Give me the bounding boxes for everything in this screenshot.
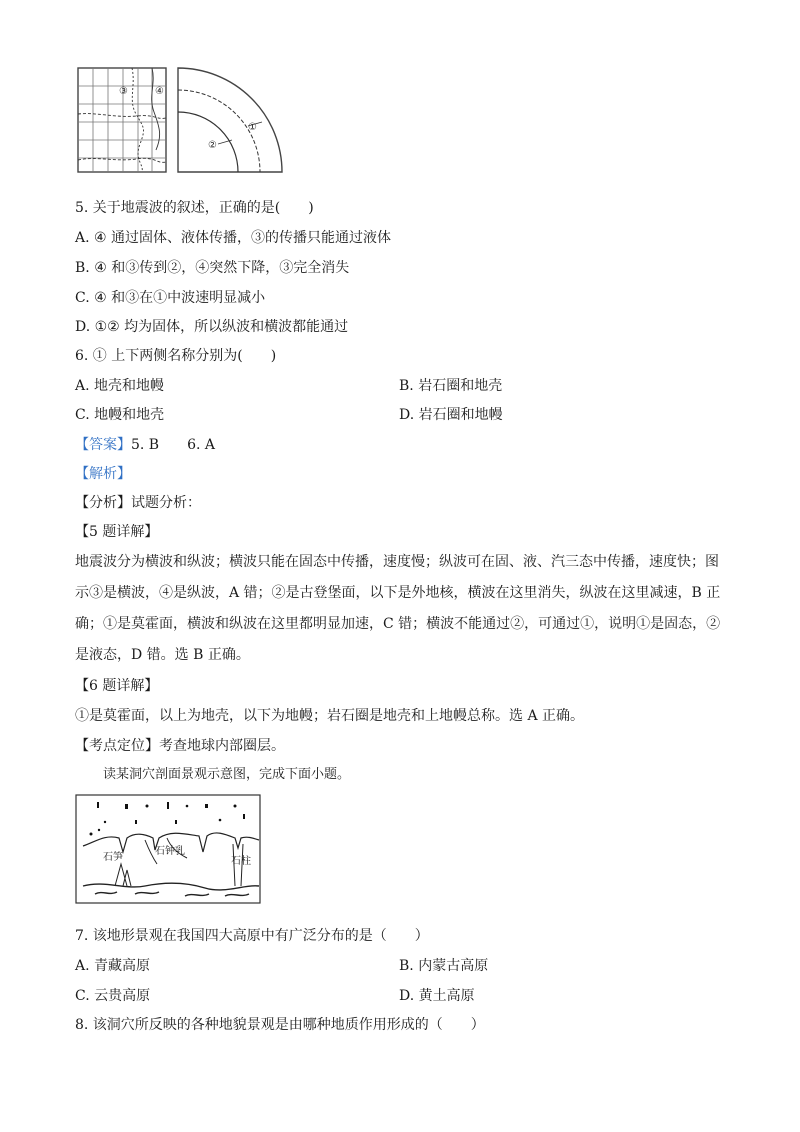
question-6-option-a: A. 地壳和地幔 [75,378,165,394]
detail-6-tag: 【6 题详解】 [75,678,159,694]
analysis-tag: 【解析】 [75,466,131,482]
seismic-wave-figure [76,66,286,176]
question-7-option-b: B. 内蒙古高原 [399,958,489,974]
question-7-stem: 7. 该地形景观在我国四大高原中有广泛分布的是（ ） [75,928,429,944]
stalagmite-label: 石笋 [103,852,123,863]
stone-pillar-label: 石柱 [231,856,251,867]
answer-line [75,435,215,455]
answer-text: 5. B 6. A [131,437,216,453]
question-5-option-b: B. ④ 和③传到②，④突然下降，③完全消失 [75,260,350,276]
kaodian-tag: 【考点定位】 [75,738,159,754]
question-5-stem: 5. 关于地震波的叙述，正确的是( ) [75,200,314,216]
answer-tag: 【答案】 [75,437,131,453]
kaodian-text: 考查地球内部圈层。 [159,738,285,754]
question-6-option-c: C. 地幔和地壳 [75,407,165,423]
detail-5-line-1: 地震波分为横波和纵波；横波只能在固态中传播，速度慢；纵波可在固、液、汽三态中传播，速度快；图 [75,554,719,570]
question-6-option-b: B. 岩石圈和地壳 [399,378,503,394]
detail-5-line-3: 确；①是莫霍面，横波和纵波在这里都明显加速，C 错；横波不能通过②，可通过①，说明①是固态，② [75,616,721,632]
cave-intro: 读某洞穴剖面景观示意图，完成下面小题。 [103,767,351,782]
question-7-option-c: C. 云贵高原 [75,988,151,1004]
layer-label-1: ① [248,122,257,133]
detail-6-text: ①是莫霍面，以上为地壳，以下为地幔；岩石圈是地壳和上地幔总称。选 A 正确。 [75,708,585,724]
earth-section-quadrant [178,68,282,172]
detail-5-line-4: 是液态，D 错。选 B 正确。 [75,647,250,663]
question-6-stem: 6. ① 上下两侧名称分别为( ) [75,348,277,364]
layer-label-2: ② [208,140,217,151]
wave-speed-grid [78,68,166,172]
detail-5-line-2: 示③是横波，④是纵波，A 错；②是古登堡面，以下是外地核，横波在这里消失，纵波在这里减速，B 正 [75,585,721,601]
question-5-option-d: D. ①② 均为固体，所以纵波和横波都能通过 [75,319,349,335]
kaodian-line [75,736,285,756]
question-7-option-d: D. 黄土高原 [399,988,475,1004]
question-5-option-c: C. ④ 和③在①中波速明显减小 [75,290,266,306]
wave-label-4: ④ [155,86,164,97]
cave-section-figure [75,794,261,904]
question-8-stem: 8. 该洞穴所反映的各种地貌景观是由哪种地质作用形成的（ ） [75,1017,485,1033]
stalactite-label: 石钟乳 [155,846,185,857]
detail-5-tag: 【5 题详解】 [75,524,159,540]
wave-label-3: ③ [119,86,128,97]
fenxi-tag: 【分析】 [75,495,131,511]
question-5-option-a: A. ④ 通过固体、液体传播，③的传播只能通过液体 [75,230,392,246]
fenxi-line [75,493,201,513]
question-7-option-a: A. 青藏高原 [75,958,151,974]
fenxi-text: 试题分析： [131,495,201,511]
question-6-option-d: D. 岩石圈和地幔 [399,407,503,423]
